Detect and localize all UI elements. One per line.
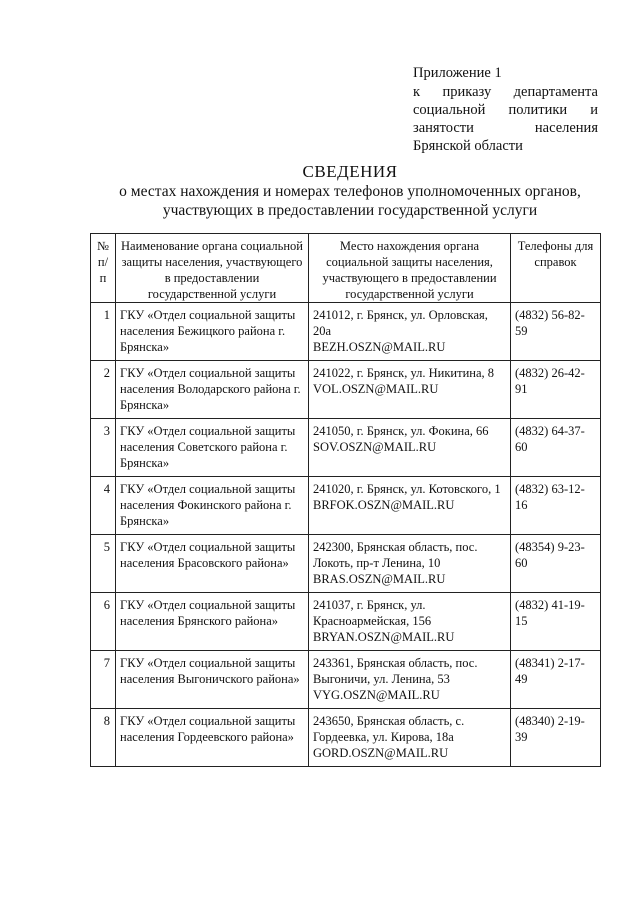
office-email: BRFOK.OSZN@MAIL.RU <box>313 498 455 512</box>
office-address: 241020, г. Брянск, ул. Котовского, 1 <box>313 482 501 496</box>
office-name: ГКУ «Отдел социальной защиты населения Володарского района г. Брянска» <box>116 361 309 419</box>
office-email: SOV.OSZN@MAIL.RU <box>313 440 437 454</box>
office-location <box>309 303 511 361</box>
header-num: № п/п <box>91 234 116 303</box>
table-row <box>91 477 601 535</box>
office-name: ГКУ «Отдел социальной защиты населения Выгоничского района» <box>116 651 309 709</box>
office-email: GORD.OSZN@MAIL.RU <box>313 746 449 760</box>
row-number: 8 <box>91 709 116 767</box>
office-phone: (4832) 41-19-15 <box>511 593 601 651</box>
document-heading <box>40 162 640 220</box>
office-name: ГКУ «Отдел социальной защиты населения Фокинского района г. Брянска» <box>116 477 309 535</box>
appendix-line: Брянской области <box>413 138 523 154</box>
header-phone: Телефоны для справок <box>511 234 601 303</box>
office-address: 241050, г. Брянск, ул. Фокина, 66 <box>313 424 489 438</box>
office-email: BEZH.OSZN@MAIL.RU <box>313 340 446 354</box>
office-address: 241037, г. Брянск, ул. Красноармейская, 156 <box>313 598 432 628</box>
offices-table <box>90 233 601 767</box>
office-email: VOL.OSZN@MAIL.RU <box>313 382 439 396</box>
row-number: 7 <box>91 651 116 709</box>
appendix-line: к приказу департамента <box>413 84 598 100</box>
office-email: BRAS.OSZN@MAIL.RU <box>313 572 446 586</box>
row-number: 6 <box>91 593 116 651</box>
office-address: 242300, Брянская область, пос. Локоть, пр-т Ленина, 10 <box>313 540 478 570</box>
document-subtitle-line: о местах нахождения и номерах телефонов уполномоченных органов, <box>119 183 581 200</box>
office-address: 241012, г. Брянск, ул. Орловская, 20а <box>313 308 488 338</box>
table-row <box>91 593 601 651</box>
table-row <box>91 535 601 593</box>
office-phone: (48340) 2-19-39 <box>511 709 601 767</box>
row-number: 2 <box>91 361 116 419</box>
office-location <box>309 651 511 709</box>
appendix-line: социальной политики и <box>413 102 598 118</box>
header-name: Наименование органа социальной защиты населения, участвующего в предоставлении государственной услуги <box>116 234 309 303</box>
table-row <box>91 419 601 477</box>
office-phone: (48341) 2-17-49 <box>511 651 601 709</box>
office-name: ГКУ «Отдел социальной защиты населения Советского района г. Брянска» <box>116 419 309 477</box>
office-location <box>309 419 511 477</box>
table-row <box>91 651 601 709</box>
table-row <box>91 303 601 361</box>
office-address: 243650, Брянская область, с. Гордеевка, ул. Кирова, 18а <box>313 714 465 744</box>
appendix-line: занятости населения <box>413 120 598 136</box>
table-row <box>91 709 601 767</box>
row-number: 3 <box>91 419 116 477</box>
appendix-block <box>413 64 598 155</box>
table-header-row <box>91 234 601 303</box>
office-location <box>309 361 511 419</box>
appendix-title: Приложение 1 <box>413 65 502 81</box>
office-address: 243361, Брянская область, пос. Выгоничи, ул. Ленина, 53 <box>313 656 478 686</box>
office-phone: (4832) 63-12-16 <box>511 477 601 535</box>
office-phone: (4832) 56-82-59 <box>511 303 601 361</box>
header-location: Место нахождения органа социальной защиты населения, участвующего в предоставлении государственной услуги <box>309 234 511 303</box>
document-subtitle-line: участвующих в предоставлении государственной услуги <box>162 202 538 219</box>
office-location <box>309 709 511 767</box>
office-name: ГКУ «Отдел социальной защиты населения Брасовского района» <box>116 535 309 593</box>
row-number: 5 <box>91 535 116 593</box>
office-location <box>309 535 511 593</box>
office-phone: (4832) 64-37-60 <box>511 419 601 477</box>
table-row <box>91 361 601 419</box>
office-name: ГКУ «Отдел социальной защиты населения Гордеевского района» <box>116 709 309 767</box>
office-name: ГКУ «Отдел социальной защиты населения Брянского района» <box>116 593 309 651</box>
document-title: СВЕДЕНИЯ <box>302 162 398 181</box>
row-number: 4 <box>91 477 116 535</box>
office-phone: (48354) 9-23-60 <box>511 535 601 593</box>
office-name: ГКУ «Отдел социальной защиты населения Бежицкого района г. Брянска» <box>116 303 309 361</box>
office-location <box>309 593 511 651</box>
row-number: 1 <box>91 303 116 361</box>
office-address: 241022, г. Брянск, ул. Никитина, 8 <box>313 366 495 380</box>
office-email: VYG.OSZN@MAIL.RU <box>313 688 440 702</box>
office-email: BRYAN.OSZN@MAIL.RU <box>313 630 455 644</box>
office-phone: (4832) 26-42-91 <box>511 361 601 419</box>
office-location <box>309 477 511 535</box>
